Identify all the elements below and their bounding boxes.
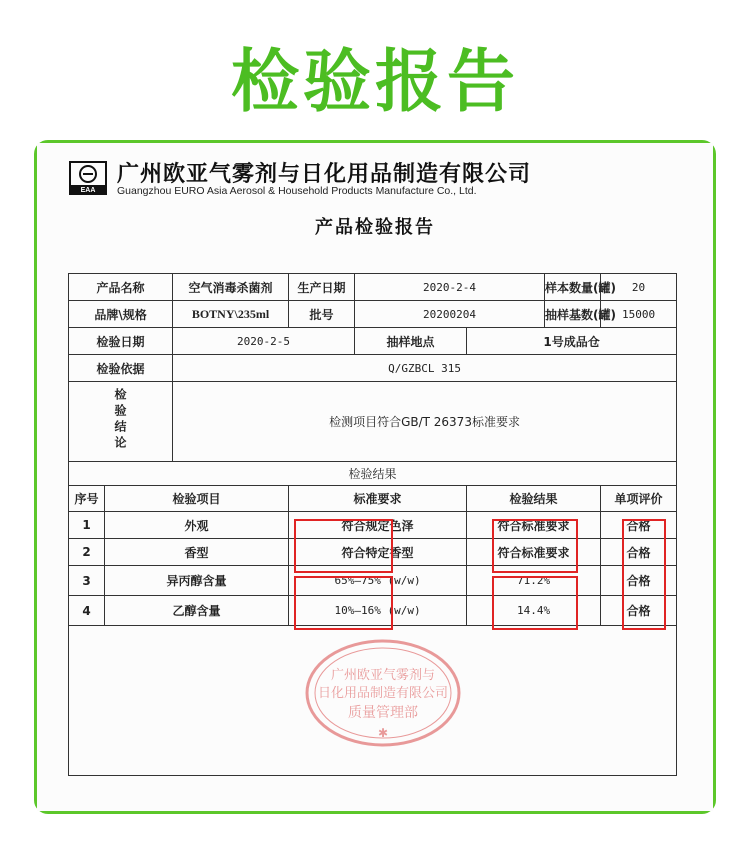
row-result: 符合标准要求 — [467, 539, 601, 566]
row-item: 异丙醇含量 — [105, 566, 289, 596]
brand-label: 品牌\规格 — [69, 301, 173, 328]
conclusion-label: 检验结论 — [113, 388, 127, 452]
company-name-en: Guangzhou EURO Asia Aerosol & Household Products Manufacture Co., Ltd. — [117, 185, 477, 197]
company-name-cn: 广州欧亚气雾剂与日化用品制造有限公司 — [117, 162, 532, 187]
basis-label: 检验依据 — [69, 355, 173, 382]
product-name-label: 产品名称 — [69, 274, 173, 301]
col-header-eval: 单项评价 — [601, 486, 677, 512]
row-standard: 符合特定香型 — [289, 539, 467, 566]
svg-text:✱: ✱ — [377, 726, 389, 740]
sample-qty-value: 20 — [601, 274, 677, 301]
report-title: 产品检验报告 — [315, 217, 435, 238]
basis-value: Q/GZBCL 315 — [173, 355, 677, 382]
row-no: 3 — [69, 566, 105, 596]
col-header-item: 检验项目 — [105, 486, 289, 512]
info-row-2 — [69, 301, 677, 328]
row-no: 1 — [69, 512, 105, 539]
sample-base-label: 抽样基数(罐) — [545, 301, 601, 328]
logo-text: EAA — [80, 187, 96, 194]
row-eval: 合格 — [601, 512, 677, 539]
product-name-value: 空气消毒杀菌剂 — [173, 274, 289, 301]
sample-qty-label: 样本数量(罐) — [545, 274, 601, 301]
col-header-standard: 标准要求 — [289, 486, 467, 512]
svg-text:日化用品制造有限公司: 日化用品制造有限公司 — [317, 686, 449, 701]
col-header-no: 序号 — [69, 486, 105, 512]
row-standard: 符合规定色泽 — [289, 512, 467, 539]
batch-label: 批号 — [289, 301, 355, 328]
row-eval: 合格 — [601, 539, 677, 566]
brand-value: BOTNY\235ml — [173, 301, 289, 328]
prod-date-label: 生产日期 — [289, 274, 355, 301]
row-eval: 合格 — [601, 566, 677, 596]
row-no: 2 — [69, 539, 105, 566]
location-label: 抽样地点 — [355, 328, 467, 355]
batch-value: 20200204 — [355, 301, 545, 328]
report-document — [37, 143, 713, 811]
row-item: 乙醇含量 — [105, 596, 289, 626]
conclusion-label-cell — [69, 382, 173, 462]
report-frame — [34, 140, 716, 814]
results-title: 检验结果 — [69, 462, 677, 486]
conclusion-value: 检测项目符合GB/T 26373标准要求 — [173, 382, 677, 462]
prod-date-value: 2020-2-4 — [355, 274, 545, 301]
info-row-1 — [69, 274, 677, 301]
svg-text:广州欧亚气雾剂与: 广州欧亚气雾剂与 — [330, 668, 436, 683]
company-logo — [69, 161, 107, 195]
highlight-standard-box-2 — [294, 576, 393, 630]
highlight-eval-box — [622, 519, 666, 630]
results-title-row — [69, 462, 677, 486]
row-standard: 10%—16% (w/w) — [289, 596, 467, 626]
location-value: 1号成品仓 — [467, 328, 677, 355]
inspect-date-label: 检验日期 — [69, 328, 173, 355]
row-item: 香型 — [105, 539, 289, 566]
row-no: 4 — [69, 596, 105, 626]
row-standard: 65%—75% (w/w) — [289, 566, 467, 596]
banner-title: 检验报告 — [230, 43, 519, 122]
conclusion-row — [69, 382, 677, 462]
svg-text:质量管理部: 质量管理部 — [348, 705, 418, 721]
info-row-4 — [69, 355, 677, 382]
highlight-standard-box — [294, 519, 393, 573]
quality-dept-stamp — [303, 637, 463, 749]
results-header-row — [69, 486, 677, 512]
row-result: 71.2% — [467, 566, 601, 596]
row-result: 14.4% — [467, 596, 601, 626]
row-eval: 合格 — [601, 596, 677, 626]
row-item: 外观 — [105, 512, 289, 539]
highlight-result-box-2 — [492, 576, 578, 630]
sample-base-value: 15000 — [601, 301, 677, 328]
highlight-result-box — [492, 519, 578, 573]
col-header-result: 检验结果 — [467, 486, 601, 512]
info-row-3 — [69, 328, 677, 355]
inspect-date-value: 2020-2-5 — [173, 328, 355, 355]
row-result: 符合标准要求 — [467, 512, 601, 539]
